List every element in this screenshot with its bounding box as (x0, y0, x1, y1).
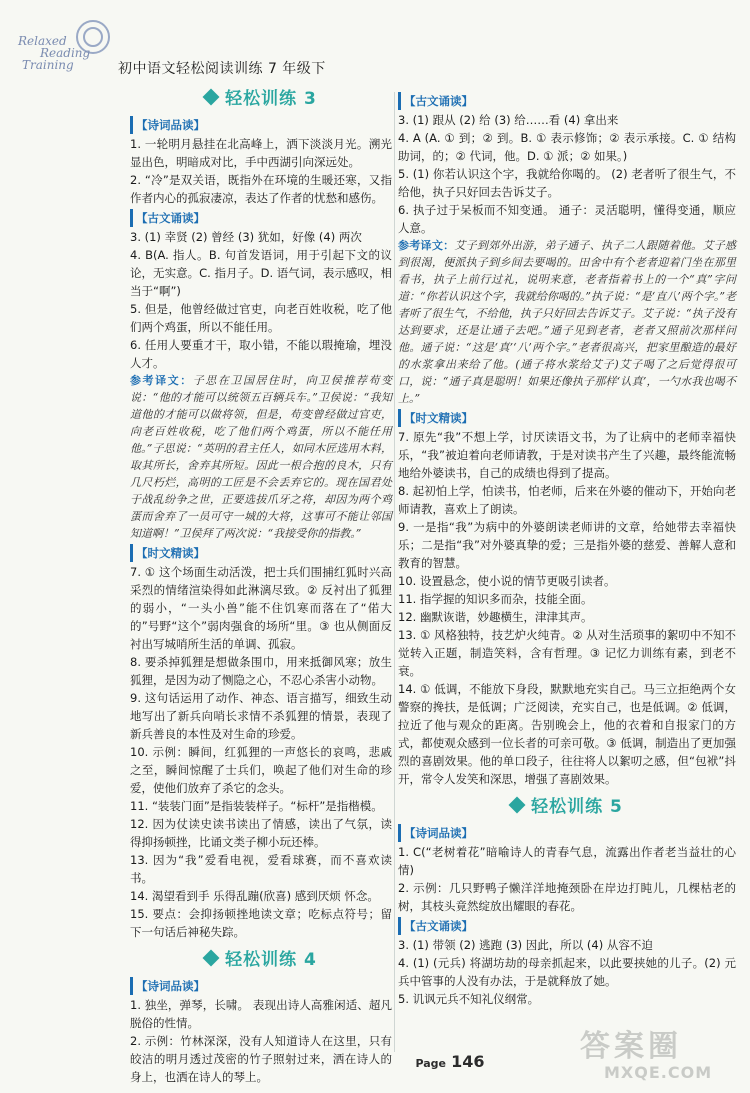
answer-item: 1. C(“老树着花”暗喻诗人的青春气息，流露出作者老当益壮的心情) (398, 845, 736, 877)
answer-item: 9. 这句话运用了动作、神态、语言描写，细致生动地写出了新兵向哨长求情不杀狐狸的情景，表现了新兵善良的本性及对生命的珍爱。 (130, 691, 392, 741)
answer-item: 10. 设置悬念，使小说的情节更吸引读者。 (398, 574, 616, 588)
site-watermark (560, 1017, 740, 1087)
section-heading-poetry: 【诗词品读】 (398, 824, 473, 842)
training-4-title: 轻松训练 4 (130, 951, 392, 969)
diamond-marker-icon (509, 797, 526, 814)
answer-item: 12. 幽默诙谐，妙趣横生，津津其声。 (398, 610, 593, 624)
training-5-title: 轻松训练 5 (398, 798, 736, 816)
page-label: Page (415, 1057, 447, 1070)
logo-word-training: Training (22, 58, 74, 72)
answer-item: 4. A (A. ① 到；② 到。B. ① 表示修饰；② 表示承接。C. ① 结构助词，的；② 代词，他。D. ① 派；② 如果。) (398, 131, 736, 163)
section-heading-classical: 【古文诵读】 (130, 209, 205, 227)
answer-item: 5. 讥讽元兵不知礼仪纲常。 (398, 992, 540, 1006)
diamond-marker-icon (203, 950, 220, 967)
page-header (0, 0, 750, 80)
answer-item: 7. 原先“我”不想上学，讨厌读语文书，为了让病中的老师幸福快乐，“我”被迫着向老师请教，于是对读书产生了兴趣，最终能流畅地给外婆读书，自己的成绩也得到了提高。 (398, 430, 736, 480)
answer-item: 2. “冷”是双关语，既指外在环境的生暖还寒，又指作者内心的孤寂凄凉，表达了作者的忧愁和感伤。 (130, 173, 392, 205)
answer-item: 10. 示例：瞬间，红狐狸的一声悠长的哀鸣，悲戚之至，瞬间惊醒了士兵们，唤起了他们对生命的珍爱，使他们放弃了杀它的念头。 (130, 745, 392, 795)
answer-item: 3. (1) 带领 (2) 逃跑 (3) 因此，所以 (4) 从容不迫 (398, 938, 653, 952)
answer-item: 6. 任用人要重才干，取小错，不能以瑕掩瑜，埋没人才。 (130, 338, 392, 370)
answer-item: 11. 指学握的知识多而杂，技能全面。 (398, 592, 593, 606)
logo-word-relaxed: Relaxed (18, 34, 67, 48)
answer-item: 13. ① 风格独特，技艺炉火纯青。② 从对生活琐事的絮叨中不知不觉转入正题，制造笑料，含有哲理。③ 记忆力训练有素，到老不衰。 (398, 628, 736, 678)
answer-item: 7. ① 这个场面生动活泼，把士兵们围捕红狐时兴高采烈的情绪渲染得如此淋漓尽致。② 反衬出了狐狸的弱小，“一头小兽”能不住饥寒而落在了“偌大的”号野“这个”弱肉强食的场所“里。③ 也从侧面反衬出写城哨所生活的单调、孤寂。 (130, 565, 392, 651)
answer-item: 3. (1) 跟从 (2) 给 (3) 给……看 (4) 拿出来 (398, 113, 619, 127)
watermark-url: MXQE.COM (604, 1063, 713, 1082)
answer-item: 9. 一是指“我”为病中的外婆朗读老师讲的文章，给她带去幸福快乐；二是指“我”对外婆真挚的爱；三是指外婆的慈爱、善解人意和教育的智慧。 (398, 520, 736, 570)
answer-item: 1. 独坐，弹琴，长啸。 表现出诗人高雅闲适、超凡脱俗的性情。 (130, 998, 392, 1030)
diamond-marker-icon (203, 89, 220, 106)
answer-item: 1. 一轮明月悬挂在北高峰上，洒下淡淡月光。溯光显出色，明暗成对比，手中西湖引向深远处。 (130, 137, 392, 169)
section-heading-poetry: 【诗词品读】 (130, 116, 205, 134)
right-column (398, 80, 736, 1008)
answer-item: 5. (1) 你若认识这个字，我就给你喝的。 (2) 老者听了很生气，不给他，执子只好回去告诉艾子。 (398, 167, 736, 199)
answer-item: 3. (1) 幸贤 (2) 曾经 (3) 犹如，好像 (4) 两次 (130, 230, 362, 244)
logo-word-reading: Reading (40, 46, 91, 60)
answer-item: 4. (1) (元兵) 将湖坊劫的母亲抓起来，以此要挟她的儿子。(2) 元兵中管事的人没有办法，于是就释放了她。 (398, 956, 736, 988)
answer-item: 14. 渴望看到手 乐得乱蹦(欣喜) 感到厌烦 怀念。 (130, 889, 379, 903)
answer-item: 15. 要点：会抑扬顿挫地读文章；吃标点符号；留下一句话后神秘失踪。 (130, 907, 392, 939)
section-heading-classical: 【古文诵读】 (398, 917, 473, 935)
section-heading-poetry: 【诗词品读】 (130, 977, 205, 995)
page-footer (390, 1052, 510, 1071)
section-heading-classical: 【古文诵读】 (398, 92, 473, 110)
page-number: 146 (451, 1052, 485, 1071)
section-heading-modern: 【时文精读】 (130, 544, 205, 562)
answer-item: 8. 起初怕上学，怕读书，怕老师，后来在外婆的催动下，开始向老师请教，喜欢上了朗读。 (398, 484, 736, 516)
reference-translation: 参考译文：艾子到郊外出游，弟子通子、执子二人跟随着他。艾子感到很渴，便派执子到乡间去要喝的。田舍中有个老者迎着门坐在那里看书，执子上前行过礼，说明来意，老者指着书上的一个“真”字问道：“你若认识这个字，我就给你喝的。”执子说：“是‘直八’两个字。”老者听了很生气，不给他，执子只好回去告诉艾子。艾子说：“执子没有达到要求，还是让通子去吧。”通子见到老者，老者又照前次那样问他。通子说：“这是‘真’‘八’两个字。”老者很高兴，把家里酿造的最好的水浆拿出来给了他。(通子将水浆给艾子)艾子喝了之后觉得很可口，说：“通子真是聪明！如果还像执子那样‘认真’，一勺水我也喝不上。” (398, 239, 737, 405)
answer-item: 14. ① 低调，不能放下身段，默默地充实自己。马三立拒绝两个女警察的搀扶，是低调；广泛阅读，充实自己，也是低调。② 低调，拉近了他与观众的距离。告别晚会上，他的衣着和自报家门的方式，都使观众感到一位长者的可亲可敬。③ 低调，制造出了更加强烈的喜剧效果。他的单口段子，往往将人以絮叨之感，但“包袱”抖开，常令人发笑和深思，增强了喜剧效果。 (398, 682, 736, 786)
answer-item: 8. 要杀掉狐狸是想做条围巾，用来抵御风寒；放生狐狸，是因为动了恻隐之心，不忍心杀害小动物。 (130, 655, 392, 687)
answer-item: 2. 示例：竹林深深，没有人知道诗人在这里，只有皎洁的明月透过茂密的竹子照射过来，洒在诗人的身上，也洒在诗人的琴上。 (130, 1034, 392, 1084)
answer-item: 4. B(A. 指人。B. 句首发语词，用于引起下文的议论，无实意。C. 指月子。D. 语气词，表示感叹，相当于“啊”) (130, 248, 392, 298)
answer-item: 6. 执子过于呆板而不知变通。 通子：灵活聪明，懂得变通，顺应人意。 (398, 203, 736, 235)
logo-ring-inner-icon (83, 27, 103, 47)
answer-item: 12. 因为仗读史读书读出了情感，读出了气氛，读得抑扬顿挫，比诵文类子柳小玩还棒。 (130, 817, 392, 849)
column-divider (394, 92, 395, 1052)
answer-item: 2. 示例：几只野鸭子懒洋洋地掩颈卧在岸边打盹儿，几棵枯老的树，其枝头竟然绽放出耀眼的春花。 (398, 881, 736, 913)
series-logo (18, 14, 118, 74)
book-title: 初中语文轻松阅读训练 7 年级下 (118, 61, 326, 77)
section-heading-modern: 【时文精读】 (398, 409, 473, 427)
answer-item: 5. 但是，他曾经做过官吏，向老百姓收税，吃了他们两个鸡蛋，所以不能任用。 (130, 302, 392, 334)
reference-translation: 参考译文：子思在卫国居住时，向卫侯推荐苟变说：“他的才能可以统领五百辆兵车。”卫侯说：“我知道他的才能可以做将领，但是，苟变曾经做过官吏，向老百姓收税，吃了他们两个鸡蛋，所以不能任用他。”子思说：“英明的君主任人，如同木匠选用木料，取其所长，舍弃其所短。因此一根合抱的良木，只有几尺朽烂，高明的工匠是不会丢弃它的。现在国君处于战乱纷争之世，正要选拔爪牙之将，却因为两个鸡蛋而舍弃了一员可守一城的大将，这事可不能让邻国知道啊！”卫侯拜了两次说：“我接受你的指教。” (130, 374, 392, 540)
training-3-title: 轻松训练 3 (130, 90, 392, 108)
answer-item: 13. 因为“我”爱看电视，爱看球赛，而不喜欢读书。 (130, 853, 392, 885)
watermark-text: 答案圈 (580, 1029, 682, 1064)
left-column (130, 80, 392, 1086)
answer-item: 11. “装装门面”是指装装样子。“标杆”是指楷模。 (130, 799, 383, 813)
